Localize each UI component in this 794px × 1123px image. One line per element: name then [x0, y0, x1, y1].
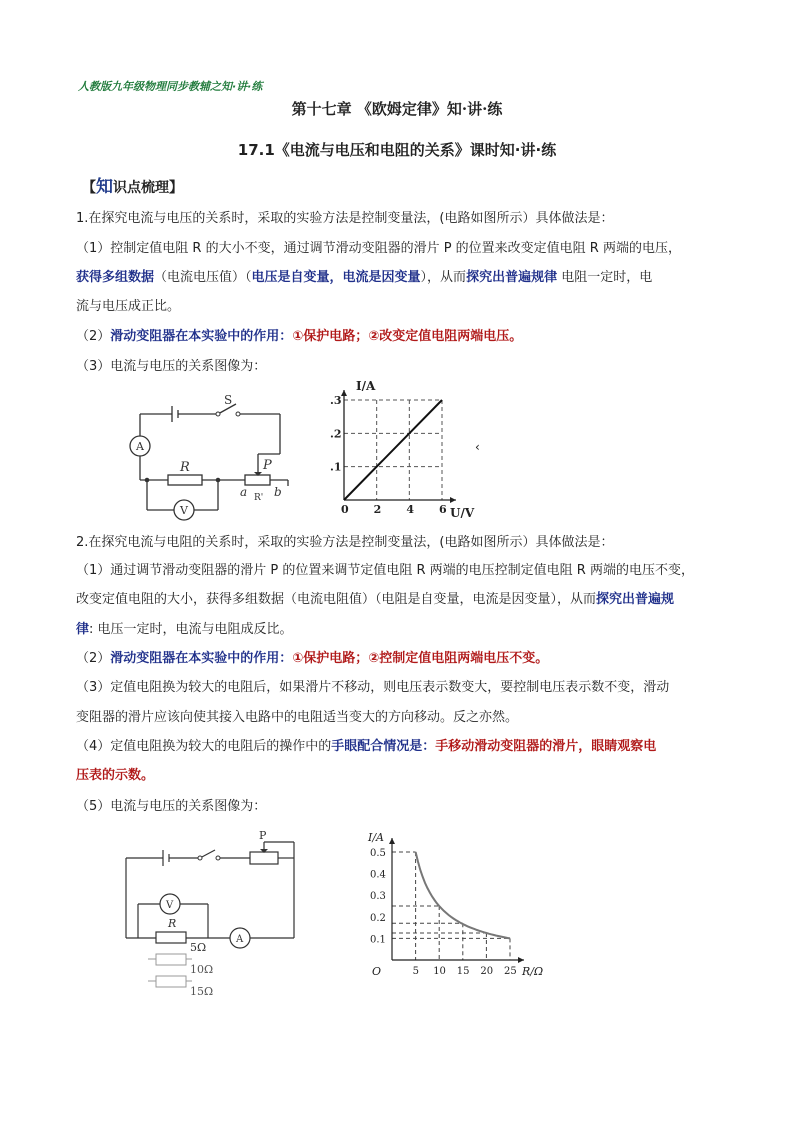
- chart2-origin: O: [372, 965, 382, 978]
- part2-p4-b: 手眼配合情况是：: [331, 739, 436, 754]
- resistor-label: R: [180, 460, 190, 475]
- stray-mark: ‹: [475, 440, 480, 454]
- chapter-title: 第十七章 《欧姆定律》知·讲·练: [291, 100, 503, 118]
- chart1-ylabel: I/A: [356, 379, 376, 393]
- part2-p2: [76, 649, 726, 669]
- part2-p4-line1: [76, 737, 726, 757]
- chart2-xtick-label: 10: [433, 966, 446, 977]
- section-big-char: 知: [96, 177, 113, 197]
- chart1-ytick-label: .3: [330, 394, 342, 407]
- chart1-x-arrow: [450, 497, 456, 503]
- voltmeter-label: V: [180, 504, 188, 517]
- rheostat-end-b: b: [274, 485, 282, 499]
- rheostat-end-a: a: [240, 485, 248, 499]
- chart2-ytick-label: 0.4: [370, 869, 386, 881]
- chart1-data-line: [344, 400, 442, 500]
- chart-current-resistance: [360, 826, 560, 986]
- resistor-r: [168, 475, 202, 485]
- rheostat-slider-label: P: [263, 458, 272, 473]
- part2-p5: （5）电流与电压的关系图像为：: [76, 799, 267, 814]
- ammeter-label: A: [136, 440, 144, 453]
- part1-p1-line3: 流与电压成正比。: [76, 299, 181, 314]
- part2-p4-a: （4）定值电阻换为较大的电阻后的操作中的: [76, 739, 332, 754]
- part2-p2-blue: 滑动变阻器在本实验中的作用：: [110, 651, 293, 666]
- chart2-xtick-label: 5: [412, 966, 419, 977]
- chart2-ytick-label: 0.1: [370, 934, 386, 946]
- chart2-ytick-label: 0.2: [370, 912, 386, 924]
- chart2-ytick-label: 0.3: [370, 891, 386, 903]
- lesson-title: 17.1《电流与电压和电阻的关系》课时知·讲·练: [237, 141, 557, 159]
- part2-p1-line2: [76, 590, 726, 610]
- chart1-xlabel: U/V: [450, 506, 475, 520]
- part1-p2-red: ①保护电路；②改变定值电阻两端电压。: [292, 329, 523, 344]
- part1-p1-line2-b: （电流电压值）（: [154, 270, 252, 285]
- part1-intro: 1.在探究电流与电压的关系时，采取的实验方法是控制变量法，(电路如图所示）具体做法是：: [76, 211, 614, 226]
- resistor-10ohm: [156, 954, 186, 965]
- chart2-plot: [370, 838, 524, 977]
- chart1-xtick-label: 6: [439, 503, 447, 516]
- rheostat-label: R': [254, 493, 264, 503]
- chart-current-voltage: [320, 378, 510, 523]
- chart2-xtick-label: 25: [504, 966, 517, 977]
- chart1-plot: [330, 390, 456, 516]
- part2-p1-line3-b: : 电压一定时，电流与电阻成反比。: [89, 622, 293, 637]
- circuit-diagram-2: [118, 828, 308, 998]
- chart1-ytick-label: .1: [330, 460, 342, 474]
- chart1-y-arrow: [341, 390, 347, 396]
- resistor-5ohm: [156, 932, 186, 943]
- voltmeter-2-label: V: [166, 900, 174, 911]
- chart2-xlabel: R/Ω: [522, 965, 544, 978]
- rheostat: [245, 475, 270, 485]
- chart2-xtick-label: 15: [456, 966, 470, 977]
- section-heading: [82, 172, 183, 197]
- rheostat-2-label: P: [259, 829, 267, 842]
- header-note: 人教版九年级物理同步教辅之知·讲·练: [78, 80, 263, 93]
- part2-p3-line1: （3）定值电阻换为较大的电阻后，如果滑片不移动，则电压表示数变大，要控制电压表示数不变，滑动: [76, 680, 670, 695]
- part2-p1-line2-a: 改变定值电阻的大小，获得多组数据（电流电阻值）（电阻是自变量，电流是因变量），从而: [76, 592, 597, 607]
- chart2-ylabel: I/A: [368, 831, 384, 844]
- chart2-y-arrow: [389, 838, 395, 844]
- part2-p4-line2: 压表的示数。: [76, 768, 155, 783]
- part2-p2-red: ①保护电路；②控制定值电阻两端电压不变。: [292, 651, 549, 666]
- part1-p1-line2-d: ），从而: [420, 270, 467, 285]
- r2-label: 10Ω: [190, 963, 214, 976]
- chart2-ytick-label: 0.5: [370, 848, 386, 859]
- part1-p1-line1: （1）控制定值电阻 R 的大小不变，通过调节滑动变阻器的滑片 P 的位置来改变定值电阻 R 两端的电压，: [76, 241, 681, 256]
- part2-p1-line3-a: 律: [76, 622, 90, 637]
- part1-p1-line2-f: 电阻一定时，电: [557, 270, 653, 285]
- chart1-xtick-label: 0: [341, 503, 349, 516]
- part1-p1-line2: [76, 268, 726, 288]
- resistor-2-label: R: [168, 917, 177, 930]
- section-rest: 识点梳理】: [113, 180, 183, 196]
- part2-p1-line2-b: 探究出普遍规: [596, 592, 675, 607]
- chart2-x-arrow: [518, 957, 524, 963]
- part1-p2: [76, 327, 726, 347]
- part1-p2-num: （2）: [76, 329, 111, 344]
- ammeter-2-label: A: [236, 934, 244, 945]
- part2-p1-line1: （1）通过调节滑动变阻器的滑片 P 的位置来调节定值电阻 R 两端的电压控制定值电阻 R 两端的电压不变，: [76, 563, 694, 578]
- chart1-xtick-label: 2: [373, 503, 382, 516]
- circuit-diagram-1: [120, 392, 300, 522]
- switch-label: S: [224, 393, 233, 407]
- part1-p1-line2-e: 探究出普遍规律: [466, 270, 558, 285]
- r1-label: 5Ω: [190, 941, 207, 954]
- part1-p3: （3）电流与电压的关系图像为：: [76, 359, 267, 374]
- r3-label: 15Ω: [190, 985, 214, 998]
- part2-p2-num: （2）: [76, 651, 111, 666]
- part1-p1-line2-c: 电压是自变量，电流是因变量: [251, 270, 421, 285]
- part2-p3-line2: 变阻器的滑片应该向使其接入电路中的电阻适当变大的方向移动。反之亦然。: [76, 710, 519, 725]
- chart1-ytick-label: .2: [330, 427, 342, 441]
- chart1-xtick-label: 4: [406, 503, 414, 516]
- part1-p2-blue: 滑动变阻器在本实验中的作用：: [110, 329, 293, 344]
- part1-p1-line2-a: 获得多组数据: [76, 270, 155, 285]
- chart2-xtick-label: 20: [480, 966, 494, 977]
- part2-p1-line3: [76, 620, 726, 640]
- rheostat-2: [250, 852, 278, 864]
- resistor-15ohm: [156, 976, 186, 987]
- part2-p4-c: 手移动滑动变阻器的滑片，眼睛观察电: [435, 739, 657, 754]
- part2-intro: 2.在探究电流与电阻的关系时，采取的实验方法是控制变量法，(电路如图所示）具体做法是：: [76, 535, 614, 550]
- section-prefix: 【: [82, 180, 96, 196]
